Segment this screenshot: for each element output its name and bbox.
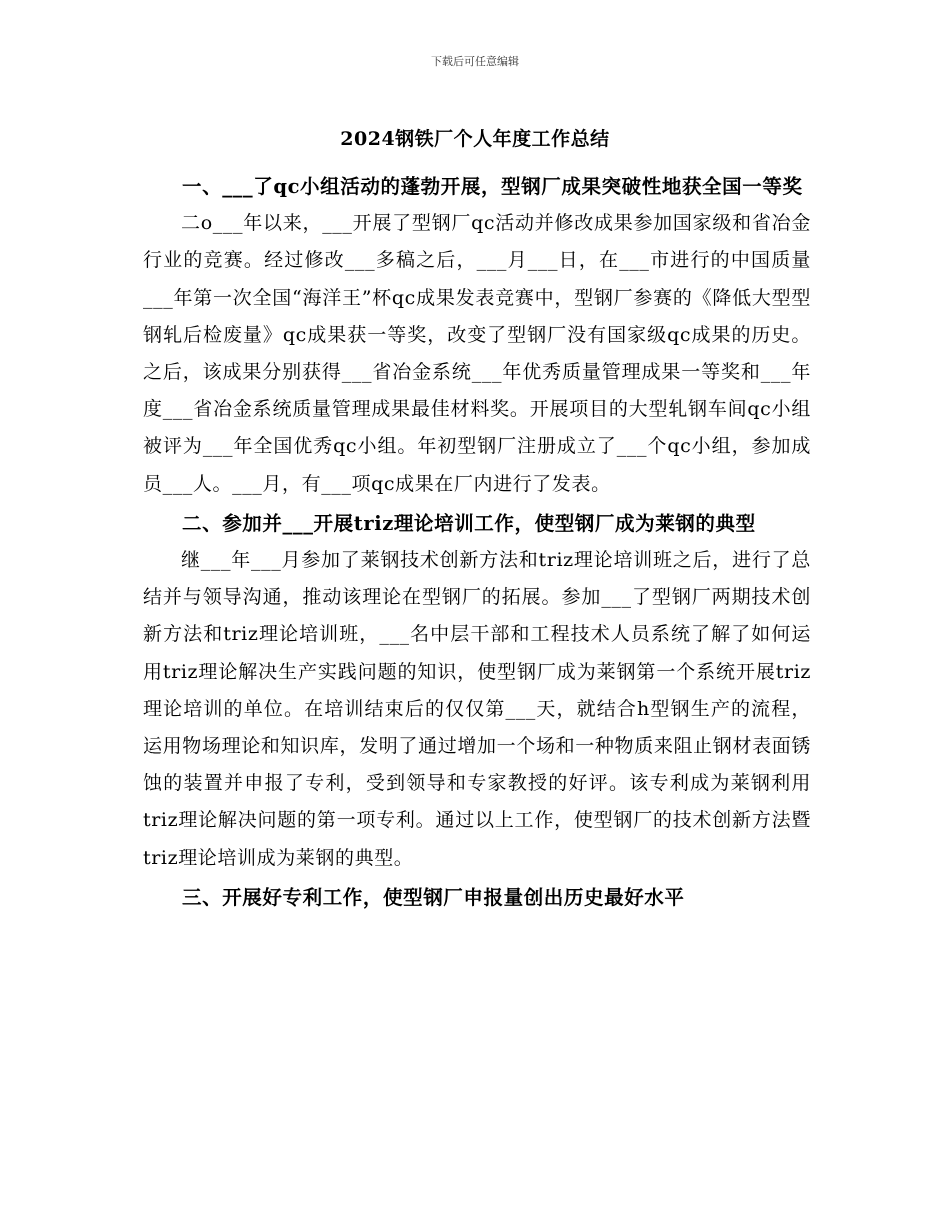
header-note: 下载后可任意编辑 [431,55,519,68]
section-2-paragraph: 继___年___月参加了莱钢技术创新方法和triz理论培训班之后，进行了总结并与领导沟通，推动该理论在型钢厂的拓展。参加___了型钢厂两期技术创新方法和triz理论培训班，___名中层干部和工程技术人员系统了解了如何运用triz理论解决生产实践问题的知识，使型钢厂成为莱钢第一个系统开展triz理论培训的单位。在培训结束后的仅仅第___天，就结合h型钢生产的流程，运用物场理论和知识库，发明了通过增加一个场和一种物质来阻止钢材表面锈蚀的装置并申报了专利，受到领导和专家教授的好评。该专利成为莱钢利用triz理论解决问题的第一项专利。通过以上工作，使型钢厂的技术创新方法暨triz理论培训成为莱钢的典型。 [143,549,811,869]
document-title: 2024钢铁厂个人年度工作总结 [340,128,610,150]
section-1-paragraph: 二o___年以来，___开展了型钢厂qc活动并修改成果参加国家级和省冶金行业的竞赛。经过修改___多稿之后，___月___日，在___市进行的中国质量___年第一次全国“海洋王”杯qc成果发表竞赛中，型钢厂参赛的《降低大型型钢轧后检废量》qc成果获一等奖，改变了型钢厂没有国家级qc成果的历史。之后，该成果分别获得___省冶金系统___年优秀质量管理成果一等奖和___年度___省冶金系统质量管理成果最佳材料奖。开展项目的大型轧钢车间qc小组被评为___年全国优秀qc小组。年初型钢厂注册成立了___个qc小组，参加成员___人。___月，有___项qc成果在厂内进行了发表。 [143,212,811,495]
document-body [143,168,811,916]
section-1-heading: 一、___了qc小组活动的蓬勃开展，型钢厂成果突破性地获全国一等奖 [182,175,803,198]
section-2-heading: 二、参加并___开展triz理论培训工作，使型钢厂成为莱钢的典型 [182,511,756,535]
section-3-heading: 三、开展好专利工作，使型钢厂申报量创出历史最好水平 [182,885,685,909]
